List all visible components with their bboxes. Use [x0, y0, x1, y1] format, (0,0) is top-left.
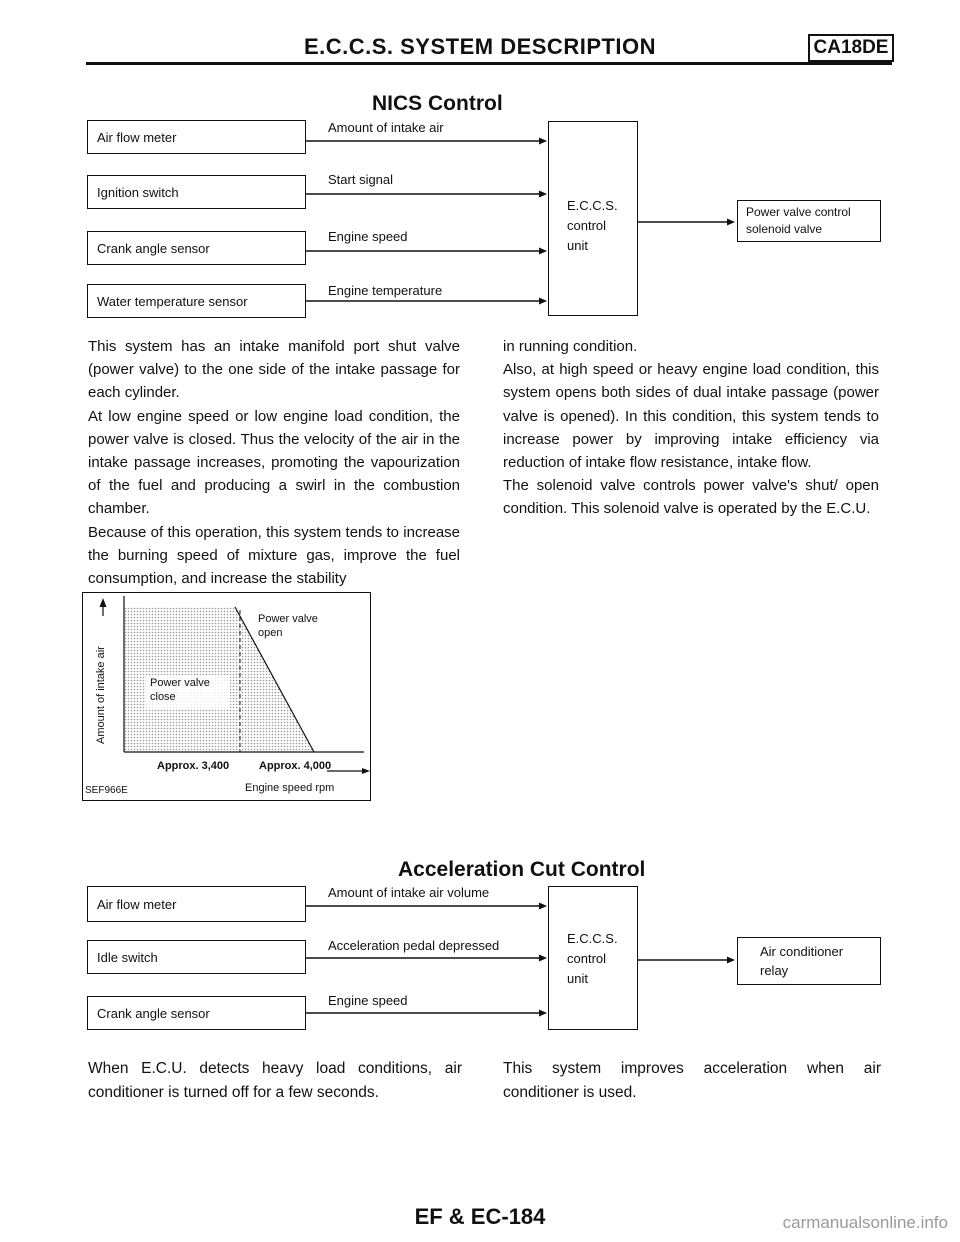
nics-signal-label: Engine temperature: [328, 283, 443, 298]
ecu-label-line: E.C.C.S.: [567, 198, 618, 213]
acc-input-box-air-flow-meter: [87, 886, 306, 922]
acc-signal-label: Engine speed: [328, 993, 408, 1008]
nics-signal-label: Start signal: [328, 172, 394, 187]
x-axis-arrow: [362, 768, 370, 774]
ecu-label-line: control: [567, 218, 607, 233]
close-label-line: close: [150, 691, 176, 703]
nics-text-left: [88, 335, 460, 590]
paragraph: in running condition.: [503, 338, 638, 355]
paragraph: The solenoid valve controls power valve's shut/ open condition. This solenoid valve is operated by the E.C.U.: [503, 477, 879, 518]
nics-input-label: Crank angle sensor: [97, 240, 210, 256]
ecu-label-line: unit: [567, 238, 588, 253]
acc-text-left: When E.C.U. detects heavy load conditions, air conditioner is turned off for a few seconds.: [88, 1060, 462, 1101]
paragraph: Because of this operation, this system tends to increase the burning speed of mixture gas, improve the fuel consumption, and increase the stability: [88, 523, 460, 588]
nics-input-box-crank-angle-sensor: [87, 231, 306, 265]
tick-label-3400: Approx. 3,400: [157, 760, 230, 772]
acc-input-label: Idle switch: [97, 949, 158, 965]
ecu-label-line: unit: [567, 971, 588, 986]
acc-input-box-crank-angle-sensor: [87, 996, 306, 1030]
output-label-line: Power valve control: [746, 205, 851, 219]
y-axis-arrow: [100, 598, 107, 607]
paragraph: Also, at high speed or heavy engine load condition, this system opens both sides of dual intake passage (power valve is opened). In this condition, this system tends to increase power by improving intake efficiency via reduction of intake flow resistance, intake flow.: [503, 361, 879, 472]
power-valve-close-label: [150, 676, 210, 704]
nics-section-title: NICS Control: [372, 92, 503, 115]
close-label-line: Power valve: [150, 677, 210, 689]
engine-code-badge: CA18DE: [808, 34, 894, 62]
acc-input-label: Air flow meter: [97, 896, 177, 912]
power-valve-open-label: [258, 612, 318, 640]
nics-text-right: [503, 335, 879, 521]
output-label-line: Air conditioner: [760, 944, 844, 959]
open-label-line: open: [258, 627, 283, 639]
figure-id: SEF966E: [85, 785, 128, 796]
acc-signal-label: Acceleration pedal depressed: [328, 938, 500, 953]
open-label-line: Power valve: [258, 613, 318, 625]
paragraph: This system has an intake manifold port shut valve (power valve) to the one side of the intake passage for each cylinder.: [88, 338, 460, 402]
acc-input-box-idle-switch: [87, 940, 306, 974]
acc-ecu-box: [548, 886, 638, 1030]
nics-input-label: Ignition switch: [97, 184, 179, 200]
output-label-line: relay: [760, 963, 789, 978]
page-number: EF & EC-184: [414, 1204, 546, 1229]
nics-signal-label: Engine speed: [328, 229, 408, 244]
nics-input-label: Water temperature sensor: [97, 293, 248, 309]
acc-text-right: This system improves acceleration when air conditioner is used.: [503, 1060, 881, 1101]
nics-output-box-power-valve-solenoid: [737, 200, 881, 242]
nics-input-label: Air flow meter: [97, 129, 177, 145]
nics-input-box-water-temperature-sensor: [87, 284, 306, 318]
page-title: E.C.C.S. SYSTEM DESCRIPTION: [303, 34, 657, 59]
tick-label-4000: Approx. 4,000: [259, 760, 332, 772]
graph-y-label: Amount of intake air: [95, 646, 107, 744]
acc-section-title: Acceleration Cut Control: [398, 858, 646, 881]
nics-diagram-lines: [0, 0, 960, 330]
acc-signal-label: Amount of intake air volume: [328, 885, 490, 900]
nics-signal-label: Amount of intake air: [328, 120, 444, 135]
ecu-label-line: control: [567, 951, 607, 966]
paragraph: At low engine speed or low engine load condition, the power valve is closed. Thus the velocity of the air in the intake passage increases, promoting the vapourization of the fuel and producing a swirl in the combustion chamber.: [88, 407, 460, 518]
nics-input-box-ignition-switch: [87, 175, 306, 209]
acc-output-box-air-conditioner-relay: [737, 937, 881, 985]
graph-x-label: Engine speed rpm: [245, 782, 335, 794]
nics-input-box-air-flow-meter: [87, 120, 306, 154]
output-label-line: solenoid valve: [746, 222, 823, 236]
acc-input-label: Crank angle sensor: [97, 1005, 210, 1021]
ecu-label-line: E.C.C.S.: [567, 931, 618, 946]
nics-ecu-box: [548, 121, 638, 316]
watermark: carmanualsonline.info: [782, 1213, 948, 1232]
